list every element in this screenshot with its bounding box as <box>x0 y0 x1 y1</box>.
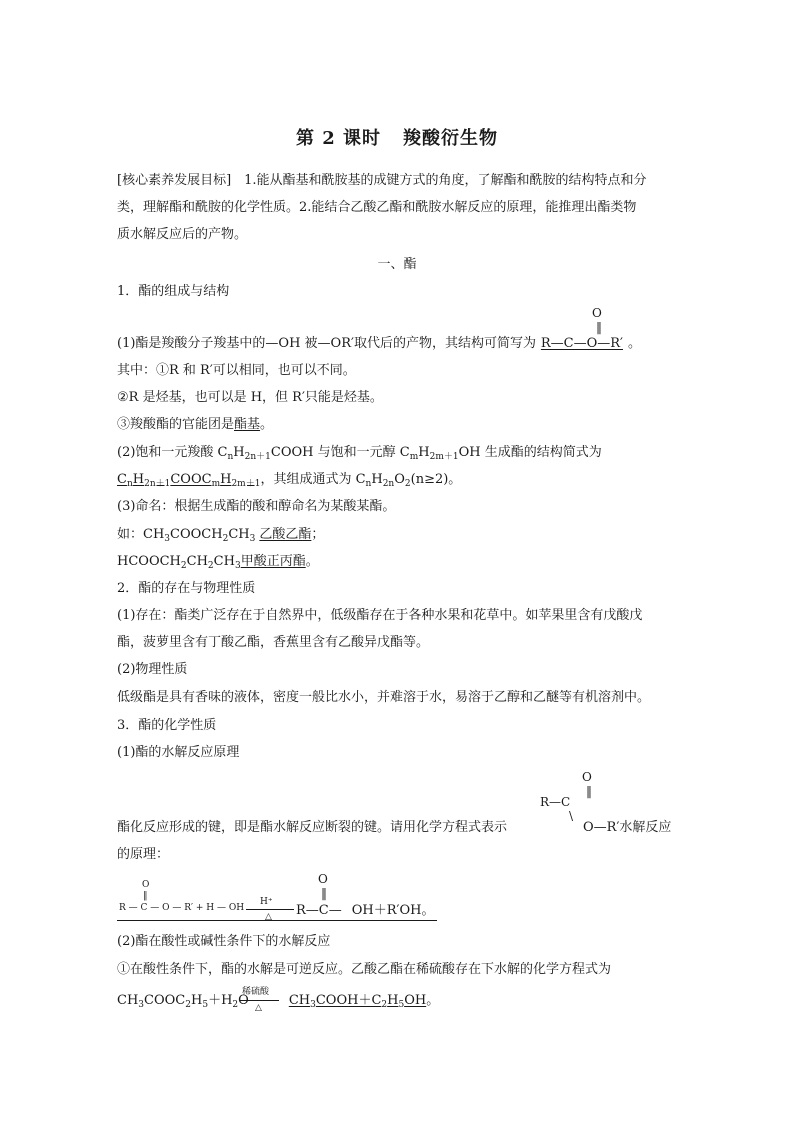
t: 。 <box>426 993 440 1008</box>
sub: 2m＋1 <box>231 479 261 489</box>
ester-double-bond: ‖ <box>596 320 602 334</box>
title-topic: 羧酸衍生物 <box>403 128 499 149</box>
ester-carbonyl-o: O <box>592 306 602 320</box>
acid-cond-top: 稀硫酸 <box>242 987 270 997</box>
s2-p1: (1)存在：酯类广泛存在于自然界中，低级酯存在于各种水果和花草中。如苹果里含有戊酸戊 <box>117 608 643 623</box>
hydrolysis-carbonyl-o: O <box>582 770 592 784</box>
t: CH <box>228 527 250 542</box>
t: COOH＋C <box>315 993 382 1008</box>
hydrolysis-end: 水解反应 <box>619 820 672 835</box>
eq-right-double: ‖ <box>321 886 327 900</box>
sub: 3 <box>310 1000 316 1010</box>
sub: 3 <box>249 534 256 544</box>
hydrolysis-double-bond: ‖ <box>586 784 592 798</box>
s1-p3: ②R 是烃基，也可以是 H，但 R′只能是烃基。 <box>117 390 383 405</box>
t: CH <box>117 993 139 1008</box>
s2-p4: 低级酯是具有香味的液体，密度一般比水小，并难溶于水，易溶于乙醇和乙醚等有机溶剂中。 <box>117 690 651 705</box>
answer-ester-formula <box>117 472 260 487</box>
s1-p4-a: ③羧酸酯的官能团是 <box>117 417 235 432</box>
s1-p5 <box>117 444 602 466</box>
sub: 2 <box>232 1000 239 1010</box>
sub: 2 <box>185 1000 191 1010</box>
eq-right-oh: OH＋R′OH <box>351 903 422 918</box>
t: COOH 与饱和一元醇 C <box>270 445 410 460</box>
sub: 2 <box>404 479 411 489</box>
sub: m <box>211 479 221 489</box>
t: H <box>233 445 245 460</box>
s3-p3: 的原理： <box>117 847 170 862</box>
acid-cond-bot: △ <box>255 1003 262 1013</box>
s3-p5: ①在酸性条件下，酯的水解是可逆反应。乙酸乙酯在稀硫酸存在下水解的化学方程式为 <box>117 962 612 977</box>
s2-p3: (2)物理性质 <box>117 662 188 677</box>
t: 。 <box>305 554 319 569</box>
s1-p4 <box>117 416 273 434</box>
section-heading: 一、酯 <box>377 257 417 272</box>
answer-propyl-formate: 甲酸正丙酯 <box>240 554 306 569</box>
s1-p6 <box>117 471 461 493</box>
t: CH <box>186 554 208 569</box>
t: OH <box>404 993 427 1008</box>
s1-p4-c: 。 <box>260 417 274 432</box>
s1-p7: (3)命名：根据生成酯的酸和醇命名为某酸某酯。 <box>117 499 396 514</box>
sub: n <box>126 479 133 489</box>
eq-right-o: O <box>318 872 328 886</box>
t: COOC <box>170 472 212 487</box>
sub: 2n＋1 <box>244 452 271 462</box>
s1-p8 <box>117 526 324 548</box>
sub: 2 <box>207 561 214 571</box>
hydrolysis-rc: R—C <box>540 795 571 809</box>
eq-right <box>296 902 435 920</box>
t: COOCH <box>170 527 223 542</box>
t: CH <box>213 554 235 569</box>
sub: 2n <box>382 479 395 489</box>
sub: 2m＋1 <box>429 452 459 462</box>
answer-acid-hydrolysis <box>289 993 426 1008</box>
t: H <box>220 472 232 487</box>
t: (2)饱和一元羧酸 C <box>117 445 228 460</box>
s3-heading: 3．酯的化学性质 <box>117 718 217 733</box>
eq-left-double: ‖ <box>143 891 148 901</box>
goals-line-3: 质水解反应后的产物。 <box>117 227 248 242</box>
s2-p2: 酯，菠萝里含有丁酸乙酯，香蕉里含有乙酸异戊酯等。 <box>117 635 430 650</box>
ester-structure: R—C—O—R′ <box>540 336 624 351</box>
s1-p1-end: 。 <box>627 336 641 351</box>
t: H <box>371 472 383 487</box>
t: ，其组成通式为 C <box>260 472 366 487</box>
s3-p6 <box>117 992 439 1014</box>
s3-p2-text: 酯化反应形成的键，即是酯水解反应断裂的键。请用化学方程式表示 <box>117 820 508 835</box>
t: 如：CH <box>117 527 165 542</box>
s3-p4: (2)酯在酸性或碱性条件下的水解反应 <box>117 934 331 949</box>
sub: 5 <box>202 1000 209 1010</box>
sub: 3 <box>234 561 241 571</box>
answer-ester-group: 酯基 <box>234 417 261 432</box>
t: O <box>238 993 249 1008</box>
s1-p1 <box>117 335 641 353</box>
goals-line-1: [核心素养发展目标] 1.能从酯基和酰胺基的成键方式的角度，了解酯和酰胺的结构特点和分 <box>117 173 647 188</box>
t: C <box>117 472 127 487</box>
t: H <box>132 472 145 487</box>
sub: 2n＋1 <box>144 479 171 489</box>
sub: 2 <box>381 1000 388 1010</box>
eq-left-o: O <box>142 880 150 890</box>
eq-end: 。 <box>421 903 435 918</box>
s1-p2: 其中：①R 和 R′可以相同，也可以不同。 <box>117 363 356 378</box>
eq-cond-top: H⁺ <box>260 897 273 907</box>
sub: n <box>365 479 372 489</box>
eq-left: R — C — O — R′ + H — OH <box>119 903 245 913</box>
page-title <box>0 124 794 150</box>
t: ； <box>311 527 325 542</box>
s1-p1-text: (1)酯是羧酸分子羧基中的—OH 被—OR′取代后的产物，其结构可简写为 <box>117 336 536 351</box>
sub: 5 <box>398 1000 405 1010</box>
goals-line-2: 类，理解酯和酰胺的化学性质。2.能结合乙酸乙酯和酰胺水解反应的原理，能推理出酯类物 <box>117 200 637 215</box>
t: H <box>387 993 399 1008</box>
eq-right-rc: R—C— <box>296 903 342 918</box>
t: CH <box>288 993 311 1008</box>
t: OH 生成酯的结构简式为 <box>458 445 602 460</box>
s3-p2-end <box>583 819 671 837</box>
t: O <box>394 472 405 487</box>
sub: m <box>409 452 419 462</box>
sub: 2 <box>222 534 229 544</box>
s1-heading: 1．酯的组成与结构 <box>117 284 230 299</box>
sub: 3 <box>138 1000 145 1010</box>
t: (n≥2)。 <box>410 472 462 487</box>
s1-p9 <box>117 553 319 575</box>
sub: 2 <box>180 561 187 571</box>
sub: 3 <box>164 534 171 544</box>
eq-cond-bot: △ <box>265 912 272 922</box>
t: ＋H <box>208 993 233 1008</box>
t: HCOOCH <box>117 554 181 569</box>
title-part: 第 2 课时 <box>295 128 382 149</box>
answer-ethyl-acetate: 乙酸乙酯 <box>259 527 312 542</box>
t: H <box>418 445 430 460</box>
sub: n <box>227 452 234 462</box>
t: COOC <box>144 993 186 1008</box>
eq-answer-underline <box>117 920 437 921</box>
s2-heading: 2．酯的存在与物理性质 <box>117 581 256 596</box>
hydrolysis-bond: \ <box>569 809 574 823</box>
s3-p2 <box>117 819 507 837</box>
hydrolysis-or: O—R′ <box>583 820 620 835</box>
t: H <box>190 993 203 1008</box>
s3-p1: (1)酯的水解反应原理 <box>117 745 240 760</box>
